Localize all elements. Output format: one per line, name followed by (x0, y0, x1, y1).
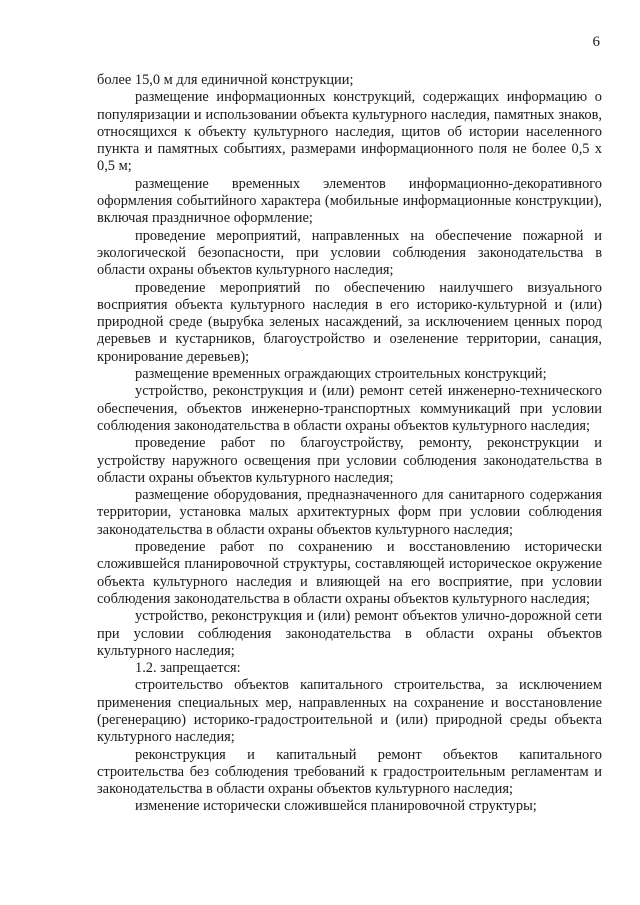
paragraph: более 15,0 м для единичной конструкции; (97, 72, 354, 88)
paragraph: проведение работ по сохранению и восстановлению исторически сложившейся планировочной структуры, составляющей историческое окружение объекта культурного наследия и влияющей на его восприятие, при условии соблюдения законодательства в области охраны объектов культурного наследия; (97, 539, 602, 607)
section-heading: 1.2. запрещается: (135, 660, 241, 677)
paragraph: размещение временных ограждающих строительных конструкций; (135, 366, 547, 383)
paragraph: проведение мероприятий по обеспечению наилучшего визуального восприятия объекта культурного наследия в его историко-культурной и (или) природной среде (вырубка зеленых насаждений, за исключением ценных пород деревьев и кустарников, благоустройство и озеленение территории, санация, кронирование деревьев); (97, 279, 602, 365)
paragraph: размещение временных элементов информационно-декоративного оформления событийного характера (мобильные информационные конструкции), включая праздничное оформление; (97, 175, 602, 227)
paragraph: строительство объектов капитального строительства, за исключением применения специальных мер, направленных на сохранение и восстановление (регенерацию) историко-градостроительной и (или) природной среды объекта культурного наследия; (97, 677, 602, 746)
document-body (97, 72, 602, 816)
paragraph: размещение информационных конструкций, содержащих информацию о популяризации и использовании объекта культурного наследия, памятных знаков, относящихся к объекту культурного наследия, щитов об истории населенного пункта и памятных событиях, размерами информационного поля не более 0,5 х 0,5 м; (97, 89, 602, 175)
paragraph: проведение работ по благоустройству, ремонту, реконструкции и устройству наружного освещения при условии соблюдения законодательства в области охраны объектов культурного наследия; (97, 435, 602, 486)
paragraph: устройство, реконструкция и (или) ремонт сетей инженерно-технического обеспечения, объектов инженерно-транспортных коммуникаций при условии соблюдения законодательства в области охраны объектов культурного наследия; (97, 383, 602, 434)
paragraph: реконструкция и капитальный ремонт объектов капитального строительства без соблюдения требований к градостроительным регламентам и законодательства в области охраны объектов культурного наследия; (97, 746, 602, 798)
page-number: 6 (592, 34, 600, 50)
paragraph: размещение оборудования, предназначенного для санитарного содержания территории, установка малых архитектурных форм при условии соблюдения законодательства в области охраны объектов культурного наследия; (97, 487, 602, 538)
paragraph: устройство, реконструкция и (или) ремонт объектов улично-дорожной сети при условии соблюдения законодательства в области охраны объектов культурного наследия; (97, 608, 602, 659)
paragraph: проведение мероприятий, направленных на обеспечение пожарной и экологической безопасности, при условии соблюдения законодательства в области охраны объектов культурного наследия; (97, 227, 602, 279)
paragraph: изменение исторически сложившейся планировочной структуры; (135, 798, 537, 815)
